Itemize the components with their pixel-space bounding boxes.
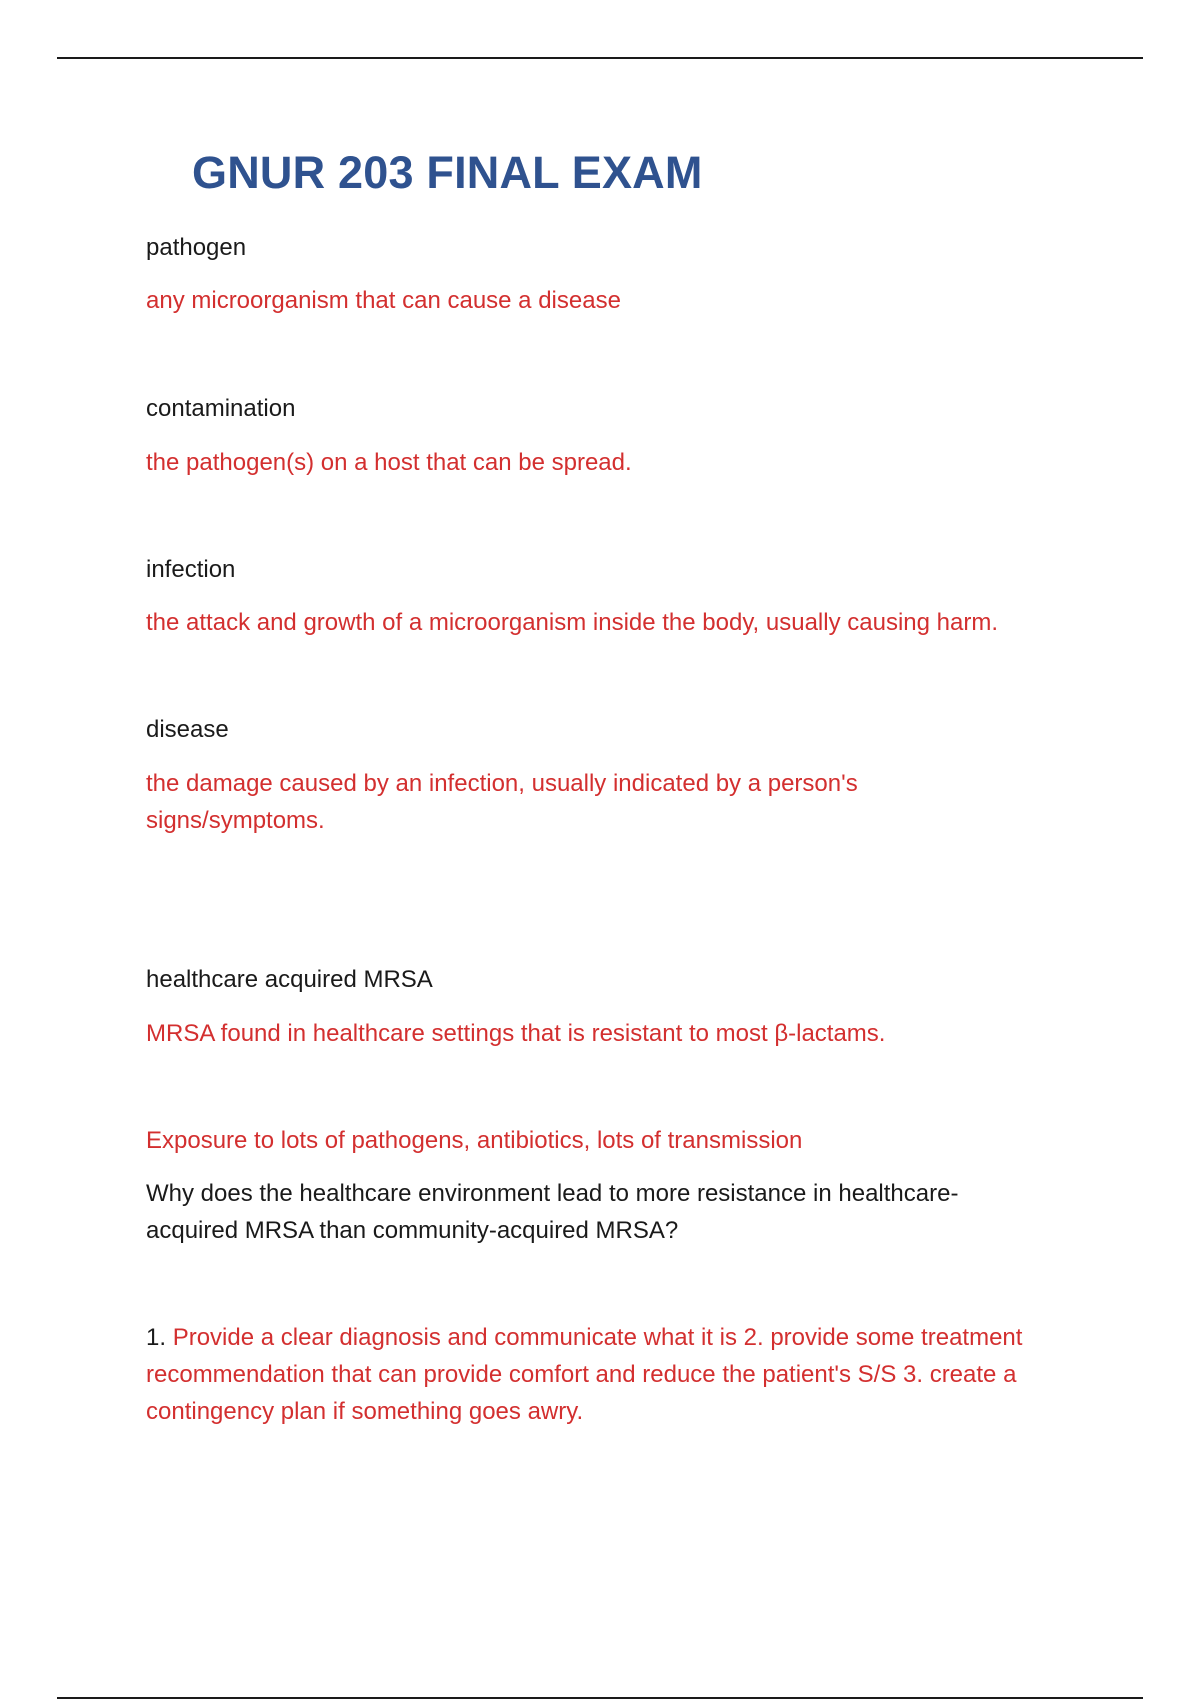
top-rule (57, 57, 1143, 59)
list-number: 1. (146, 1324, 167, 1351)
answer-healthcare-resistance: Exposure to lots of pathogens, antibiotics, lots of transmission (146, 1127, 803, 1154)
definition-contamination: the pathogen(s) on a host that can be spread. (146, 449, 632, 476)
term-infection: infection (146, 556, 236, 583)
term-pathogen: pathogen (146, 234, 247, 261)
definition-pathogen: any microorganism that can cause a disease (146, 287, 621, 314)
bottom-rule (57, 1697, 1143, 1699)
question-healthcare-resistance: Why does the healthcare environment lead to more resistance in healthcare-acquired MRSA than community-acquired MRSA? (146, 1180, 959, 1244)
term-contamination: contamination (146, 395, 296, 422)
term-disease: disease (146, 716, 229, 743)
list-answer-text: Provide a clear diagnosis and communicate what it is 2. provide some treatment recommendation that can provide comfort and reduce the patient's S/S 3. create a contingency plan if something goes awry. (146, 1324, 1023, 1425)
definition-infection: the attack and growth of a microorganism inside the body, usually causing harm. (146, 609, 998, 636)
definition-disease: the damage caused by an infection, usually indicated by a person's signs/symptoms. (146, 770, 858, 834)
term-healthcare-acquired-mrsa: healthcare acquired MRSA (146, 966, 433, 993)
page-title: GNUR 203 FINAL EXAM (192, 147, 703, 198)
list-answer (146, 1319, 1091, 1430)
definition-healthcare-acquired-mrsa: MRSA found in healthcare settings that is resistant to most β-lactams. (146, 1020, 886, 1047)
